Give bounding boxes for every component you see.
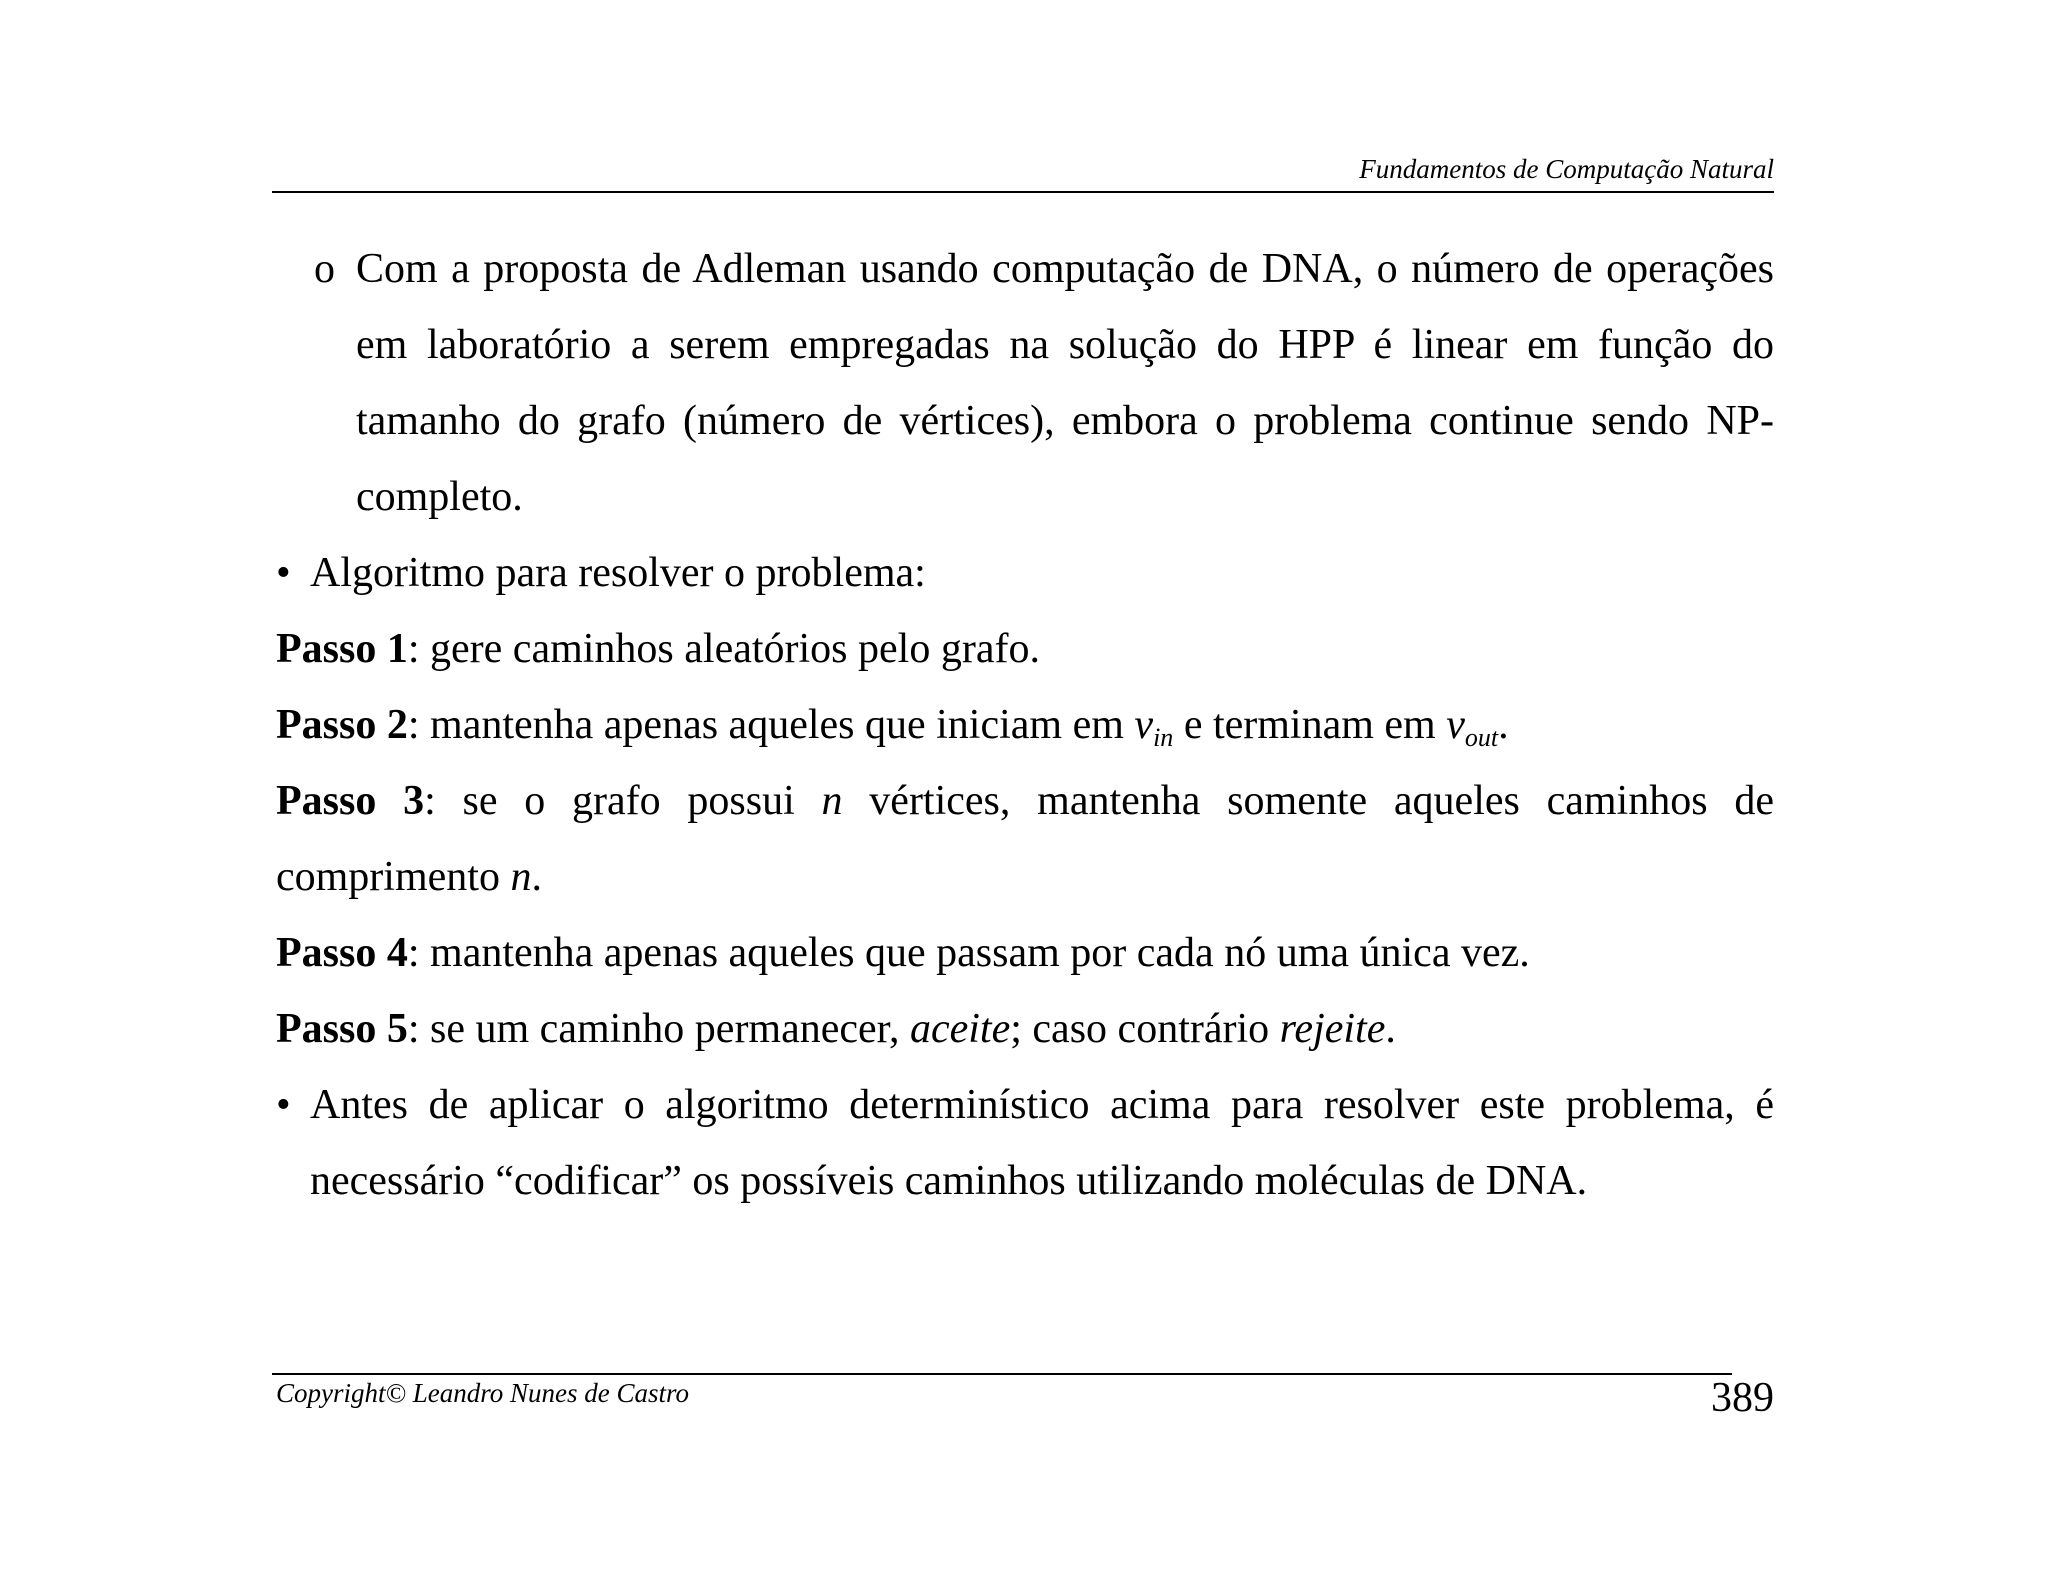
running-header: Fundamentos de Computação Natural (1359, 154, 1774, 184)
sub-bullet-item (276, 231, 1774, 535)
step-label: Passo 5 (276, 1006, 408, 1052)
step-text: : se o grafo possui (424, 778, 822, 824)
step-text: : gere caminhos aleatórios pelo grafo. (407, 626, 1040, 672)
step-text: vértices, mantenha somente aqueles caminhos de comprimento (276, 778, 1774, 900)
footer-rule (272, 1373, 1732, 1375)
copyright-notice: Copyright© Leandro Nunes de Castro (276, 1378, 690, 1408)
step-text: e terminam em (1173, 702, 1447, 748)
step-3 (276, 763, 1774, 915)
header-rule (272, 191, 1774, 193)
step-text: ; caso contrário (1010, 1006, 1280, 1052)
step-2 (276, 687, 1774, 763)
step-label: Passo 4 (276, 930, 408, 976)
bullet-item-encoding (276, 1067, 1774, 1219)
step-4 (276, 915, 1774, 991)
step-label: Passo 2 (276, 702, 408, 748)
step-text: : mantenha apenas aqueles que iniciam em (407, 702, 1135, 748)
sub-bullet-text: Com a proposta de Adleman usando computação de DNA, o número de operações em laboratório a serem empregadas na solução do HPP é linear em função do tamanho do grafo (número de vértices), embora o problema continue sendo NP-completo. (356, 246, 1774, 520)
bullet-text: Antes de aplicar o algoritmo determinístico acima para resolver este problema, é necessário “codificar” os possíveis caminhos utilizando moléculas de DNA. (310, 1082, 1774, 1204)
page-number: 389 (1711, 1375, 1774, 1421)
accept-term: aceite (909, 1006, 1011, 1052)
variable-v-out: $v_{out}$ (1446, 702, 1499, 752)
step-5 (276, 991, 1774, 1067)
hollow-bullet-marker: o (314, 246, 335, 292)
variable-n: n (510, 854, 532, 900)
bullet-marker: • (276, 550, 291, 596)
bullet-marker: • (276, 1082, 291, 1128)
step-1 (276, 611, 1774, 687)
page-body (276, 231, 1774, 1219)
variable-n: n (821, 778, 843, 824)
step-text: : se um caminho permanecer, (407, 1006, 910, 1052)
bullet-item-algorithm (276, 535, 1774, 611)
bullet-text: Algoritmo para resolver o problema: (310, 550, 926, 596)
step-text: . (1498, 702, 1509, 748)
step-text: . (1385, 1006, 1396, 1052)
step-text: . (531, 854, 542, 900)
reject-term: rejeite (1279, 1006, 1386, 1052)
variable-v-in: $v_{in}$ (1134, 702, 1174, 752)
step-label: Passo 1 (276, 626, 408, 672)
step-text: : mantenha apenas aqueles que passam por cada nó uma única vez. (407, 930, 1530, 976)
step-label: Passo 3 (276, 778, 425, 824)
